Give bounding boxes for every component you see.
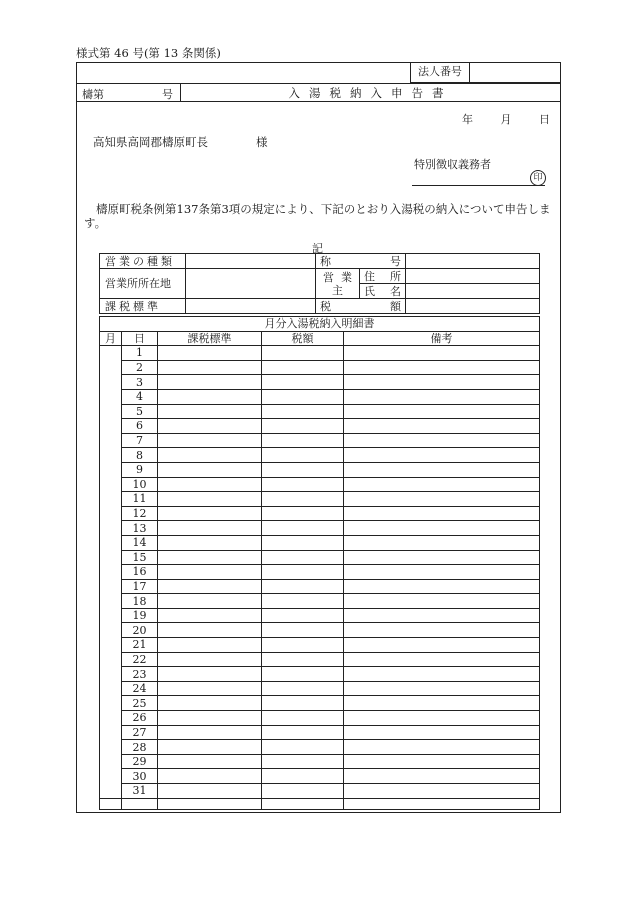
table-row: [100, 346, 540, 361]
tax-amount-value[interactable]: [406, 299, 540, 314]
business-type-value[interactable]: [186, 254, 316, 269]
table-row: [100, 784, 540, 799]
remarks-cell[interactable]: [344, 419, 540, 434]
tax-standard-cell[interactable]: [158, 594, 262, 609]
tax-amount-cell[interactable]: [262, 550, 344, 565]
tax-standard-cell[interactable]: [158, 725, 262, 740]
declaration-statement: 檮原町税条例第137条第3項の規定により、下記のとおり入湯税の納入について申告します。: [84, 202, 551, 230]
document-number-suffix: 号: [162, 88, 173, 101]
tax-standard-cell[interactable]: [158, 740, 262, 755]
day-number: 10: [122, 477, 158, 492]
table-row: [100, 550, 540, 565]
remarks-cell[interactable]: [344, 784, 540, 799]
tax-standard-cell[interactable]: [158, 462, 262, 477]
addressee: [93, 134, 268, 150]
day-number: 18: [122, 594, 158, 609]
tax-amount-cell[interactable]: [262, 594, 344, 609]
footer-cell: [158, 798, 262, 809]
remarks-cell[interactable]: [344, 375, 540, 390]
remarks-cell[interactable]: [344, 696, 540, 711]
document-number-prefix: 檮第: [82, 88, 104, 101]
day-number: 5: [122, 404, 158, 419]
tax-amount-cell[interactable]: [262, 389, 344, 404]
tax-standard-cell[interactable]: [158, 711, 262, 726]
tax-amount-cell[interactable]: [262, 375, 344, 390]
tax-amount-cell[interactable]: [262, 740, 344, 755]
tax-standard-cell[interactable]: [158, 579, 262, 594]
tax-standard-cell[interactable]: [158, 667, 262, 682]
tax-amount-cell[interactable]: [262, 506, 344, 521]
day-number: 21: [122, 638, 158, 653]
remarks-cell[interactable]: [344, 711, 540, 726]
remarks-cell[interactable]: [344, 638, 540, 653]
form-number: 様式第 46 号(第 13 条関係): [76, 46, 221, 60]
table-row: [100, 448, 540, 463]
tax-amount-cell[interactable]: [262, 784, 344, 799]
tax-standard-cell[interactable]: [158, 448, 262, 463]
table-row: [100, 579, 540, 594]
day-number: 16: [122, 565, 158, 580]
day-number: 27: [122, 725, 158, 740]
tax-amount-label: 税 額: [316, 299, 406, 314]
remarks-cell[interactable]: [344, 754, 540, 769]
monthly-detail-table: [99, 316, 540, 810]
business-location-label: 営業所所在地: [100, 269, 186, 299]
date-day: 日: [539, 113, 550, 126]
date-year: 年: [462, 113, 473, 126]
tax-amount-cell[interactable]: [262, 638, 344, 653]
corporate-number-label: 法人番号: [411, 62, 470, 82]
table-footer-row: [100, 798, 540, 809]
tax-standard-cell[interactable]: [158, 769, 262, 784]
day-number: 23: [122, 667, 158, 682]
day-number: 9: [122, 462, 158, 477]
day-number: 31: [122, 784, 158, 799]
tax-standard-cell[interactable]: [158, 565, 262, 580]
date-line: [462, 111, 550, 127]
tax-standard-cell[interactable]: [158, 696, 262, 711]
day-number: 25: [122, 696, 158, 711]
day-number: 7: [122, 433, 158, 448]
tax-standard-cell[interactable]: [158, 433, 262, 448]
remarks-cell[interactable]: [344, 681, 540, 696]
table-row: [100, 492, 540, 507]
operator-label: 営 業 主: [316, 269, 360, 299]
business-location-value[interactable]: [186, 269, 316, 299]
remarks-cell[interactable]: [344, 433, 540, 448]
remarks-cell[interactable]: [344, 492, 540, 507]
table-row: [100, 404, 540, 419]
business-type-label: 営業の種類: [100, 254, 186, 269]
tax-standard-cell[interactable]: [158, 754, 262, 769]
day-number: 3: [122, 375, 158, 390]
tax-amount-cell[interactable]: [262, 462, 344, 477]
full-name-label: 氏 名: [360, 284, 406, 299]
remarks-cell[interactable]: [344, 506, 540, 521]
day-number: 29: [122, 754, 158, 769]
table-row: [100, 696, 540, 711]
business-info-table: [99, 253, 540, 314]
day-number: 28: [122, 740, 158, 755]
tax-standard-cell[interactable]: [158, 477, 262, 492]
footer-cell: [100, 798, 122, 809]
day-number: 11: [122, 492, 158, 507]
tax-amount-cell[interactable]: [262, 623, 344, 638]
day-number: 2: [122, 360, 158, 375]
tax-amount-cell[interactable]: [262, 492, 344, 507]
remarks-cell[interactable]: [344, 667, 540, 682]
day-number: 4: [122, 389, 158, 404]
remarks-cell[interactable]: [344, 360, 540, 375]
remarks-cell[interactable]: [344, 448, 540, 463]
remarks-cell[interactable]: [344, 740, 540, 755]
tax-standard-cell[interactable]: [158, 521, 262, 536]
remarks-cell[interactable]: [344, 521, 540, 536]
table-row: [100, 360, 540, 375]
day-number: 12: [122, 506, 158, 521]
signature-line: [412, 185, 545, 186]
day-number: 24: [122, 681, 158, 696]
table-row: [100, 433, 540, 448]
tax-amount-cell[interactable]: [262, 652, 344, 667]
tax-amount-cell[interactable]: [262, 711, 344, 726]
tax-amount-cell[interactable]: [262, 360, 344, 375]
table-row: [100, 754, 540, 769]
tax-standard-cell[interactable]: [158, 404, 262, 419]
day-number: 15: [122, 550, 158, 565]
trade-name-label: 称 号: [316, 254, 406, 269]
tax-amount-cell[interactable]: [262, 725, 344, 740]
seal-mark-icon: 印: [530, 170, 546, 186]
table-row: [100, 375, 540, 390]
remarks-cell[interactable]: [344, 389, 540, 404]
tax-amount-cell[interactable]: [262, 404, 344, 419]
tax-standard-cell[interactable]: [158, 535, 262, 550]
trade-name-value[interactable]: [406, 254, 540, 269]
document-title: 入湯税納入申告書: [288, 86, 453, 100]
day-number: 6: [122, 419, 158, 434]
tax-standard-cell[interactable]: [158, 638, 262, 653]
table-row: [100, 419, 540, 434]
tax-amount-cell[interactable]: [262, 769, 344, 784]
document-number-cell: [76, 84, 181, 101]
footer-cell: [262, 798, 344, 809]
remarks-cell[interactable]: [344, 652, 540, 667]
tax-standard-label: 課税標準: [100, 299, 186, 314]
table-row: [100, 725, 540, 740]
table-row: [100, 594, 540, 609]
day-number: 1: [122, 346, 158, 361]
tax-standard-cell[interactable]: [158, 419, 262, 434]
tax-amount-cell[interactable]: [262, 346, 344, 361]
tax-standard-cell[interactable]: [158, 784, 262, 799]
table-row: [100, 506, 540, 521]
table-row: [100, 667, 540, 682]
remarks-cell[interactable]: [344, 404, 540, 419]
tax-standard-cell[interactable]: [158, 623, 262, 638]
tax-amount-cell[interactable]: [262, 565, 344, 580]
footer-cell: [122, 798, 158, 809]
tax-amount-cell[interactable]: [262, 579, 344, 594]
day-number: 17: [122, 579, 158, 594]
tax-amount-cell[interactable]: [262, 667, 344, 682]
header-tax-amount: 税額: [262, 331, 344, 346]
tax-amount-cell[interactable]: [262, 608, 344, 623]
tax-standard-cell[interactable]: [158, 681, 262, 696]
table-row: [100, 740, 540, 755]
remarks-cell[interactable]: [344, 462, 540, 477]
day-number: 22: [122, 652, 158, 667]
detail-table-title: 月分入湯税納入明細書: [100, 317, 540, 332]
remarks-cell[interactable]: [344, 550, 540, 565]
day-number: 8: [122, 448, 158, 463]
table-row: [100, 477, 540, 492]
day-number: 14: [122, 535, 158, 550]
table-row: [100, 389, 540, 404]
header-month: 月: [100, 331, 122, 346]
day-number: 20: [122, 623, 158, 638]
remarks-cell[interactable]: [344, 346, 540, 361]
table-row: [100, 652, 540, 667]
address-value[interactable]: [406, 269, 540, 284]
table-row: [100, 565, 540, 580]
tax-standard-cell[interactable]: [158, 389, 262, 404]
month-value-cell[interactable]: [100, 346, 122, 798]
remarks-cell[interactable]: [344, 477, 540, 492]
tax-standard-cell[interactable]: [158, 360, 262, 375]
remarks-cell[interactable]: [344, 579, 540, 594]
table-row: [100, 769, 540, 784]
table-row: [100, 638, 540, 653]
tax-amount-cell[interactable]: [262, 681, 344, 696]
remarks-cell[interactable]: [344, 535, 540, 550]
tax-amount-cell[interactable]: [262, 448, 344, 463]
remarks-cell[interactable]: [344, 725, 540, 740]
table-row: [100, 711, 540, 726]
header-remarks: 備考: [344, 331, 540, 346]
day-number: 26: [122, 711, 158, 726]
corporate-number-box: [410, 62, 561, 83]
tax-amount-cell[interactable]: [262, 535, 344, 550]
tax-amount-cell[interactable]: [262, 433, 344, 448]
table-row: [100, 535, 540, 550]
table-row: [100, 623, 540, 638]
remarks-cell[interactable]: [344, 594, 540, 609]
tax-standard-cell[interactable]: [158, 346, 262, 361]
tax-amount-cell[interactable]: [262, 477, 344, 492]
table-row: [100, 681, 540, 696]
day-number: 19: [122, 608, 158, 623]
tax-amount-cell[interactable]: [262, 521, 344, 536]
header-day: 日: [122, 331, 158, 346]
table-row: [100, 521, 540, 536]
day-number: 13: [122, 521, 158, 536]
full-name-value[interactable]: [406, 284, 540, 299]
tax-standard-value[interactable]: [186, 299, 316, 314]
header-tax-standard: 課税標準: [158, 331, 262, 346]
tax-standard-cell[interactable]: [158, 652, 262, 667]
tax-amount-cell[interactable]: [262, 696, 344, 711]
remarks-cell[interactable]: [344, 608, 540, 623]
remarks-cell[interactable]: [344, 769, 540, 784]
addressee-name: 高知県高岡郡檮原町長: [93, 135, 208, 149]
table-row: [100, 462, 540, 477]
tax-standard-cell[interactable]: [158, 492, 262, 507]
header-row: [76, 83, 561, 102]
obligor-label: 特別徴収義務者: [414, 158, 491, 171]
tax-standard-cell[interactable]: [158, 550, 262, 565]
ki-heading: 記: [312, 242, 323, 255]
address-label: 住 所: [360, 269, 406, 284]
day-number: 30: [122, 769, 158, 784]
footer-cell: [344, 798, 540, 809]
tax-standard-cell[interactable]: [158, 506, 262, 521]
tax-amount-cell[interactable]: [262, 754, 344, 769]
tax-standard-cell[interactable]: [158, 608, 262, 623]
remarks-cell[interactable]: [344, 565, 540, 580]
tax-amount-cell[interactable]: [262, 419, 344, 434]
tax-standard-cell[interactable]: [158, 375, 262, 390]
remarks-cell[interactable]: [344, 623, 540, 638]
date-month: 月: [500, 113, 512, 126]
addressee-honorific: 様: [256, 135, 268, 149]
table-row: [100, 608, 540, 623]
